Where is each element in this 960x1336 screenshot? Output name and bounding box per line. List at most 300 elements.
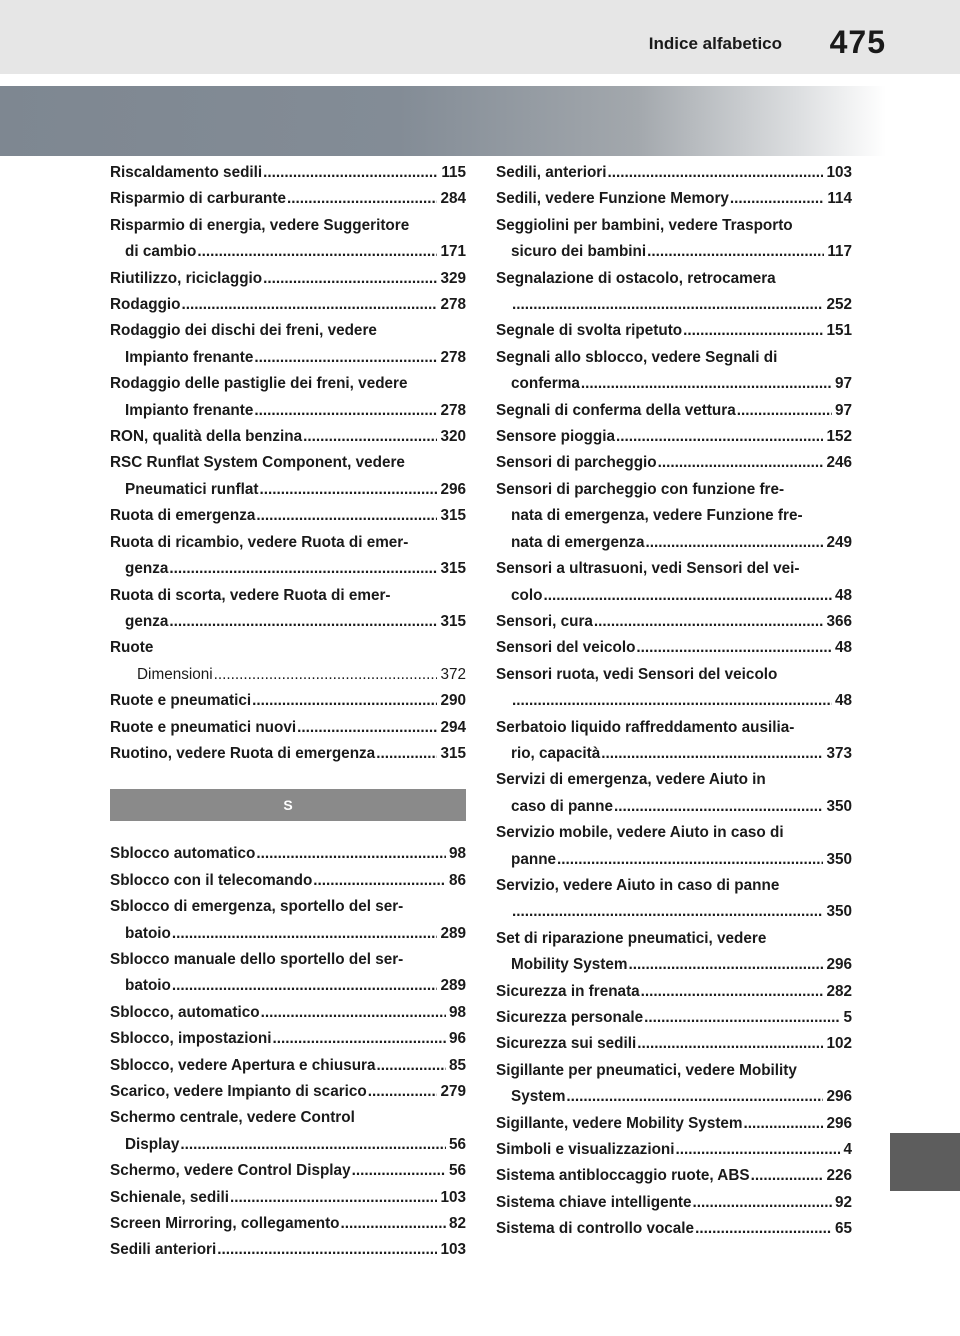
index-entry-line bbox=[110, 160, 466, 186]
dot-leader bbox=[180, 1132, 446, 1158]
index-entry-line bbox=[110, 1185, 466, 1211]
index-entry-line bbox=[110, 1000, 466, 1026]
index-entry-text: Sblocco manuale dello sportello del ser- bbox=[110, 950, 404, 968]
index-entry-text: Risparmio di energia, vedere Suggeritore bbox=[110, 216, 410, 234]
index-entry-text: Simboli e visualizzazioni bbox=[496, 1141, 675, 1159]
index-entry-line bbox=[496, 266, 852, 292]
index-entry bbox=[110, 1211, 466, 1237]
index-entry bbox=[110, 868, 466, 894]
index-entry bbox=[110, 160, 466, 186]
dot-leader bbox=[636, 635, 832, 661]
index-entry-line bbox=[496, 609, 852, 635]
dot-leader bbox=[230, 1185, 437, 1211]
index-entry bbox=[110, 1158, 466, 1184]
index-entry bbox=[496, 186, 852, 212]
index-entry-line bbox=[110, 371, 466, 397]
index-entry-line bbox=[496, 662, 852, 688]
index-entry-text: Segnalazione di ostacolo, retrocamera bbox=[496, 269, 776, 287]
index-entry-line bbox=[110, 318, 466, 344]
dot-leader bbox=[256, 503, 437, 529]
index-entry-text: sicuro dei bambini bbox=[511, 243, 647, 261]
index-entry-continuation bbox=[110, 345, 466, 371]
index-entry bbox=[496, 398, 852, 424]
index-entry bbox=[110, 947, 466, 1000]
index-page-number: 278 bbox=[440, 348, 466, 366]
index-entry-text: Segnali di conferma della vettura bbox=[496, 401, 736, 419]
dot-leader bbox=[172, 973, 438, 999]
index-entry-continuation bbox=[110, 662, 466, 688]
index-entry-line bbox=[496, 213, 852, 239]
index-entry-line bbox=[496, 160, 852, 186]
index-entry bbox=[496, 345, 852, 398]
index-entry-line bbox=[496, 1190, 852, 1216]
dot-leader bbox=[214, 662, 438, 688]
index-entry bbox=[110, 1000, 466, 1026]
dot-leader bbox=[614, 794, 823, 820]
dot-leader bbox=[566, 1084, 823, 1110]
index-entry-line bbox=[110, 503, 466, 529]
index-page-number: 97 bbox=[834, 401, 852, 419]
index-entry-continuation bbox=[496, 530, 852, 556]
index-entry-text: Impianto frenante bbox=[125, 401, 254, 419]
index-entry-line bbox=[496, 767, 852, 793]
index-entry bbox=[110, 266, 466, 292]
index-entry-continuation bbox=[496, 847, 852, 873]
index-entry-line bbox=[496, 979, 852, 1005]
dot-leader bbox=[376, 741, 437, 767]
index-entry bbox=[496, 213, 852, 266]
index-entry bbox=[496, 979, 852, 1005]
index-entry-text: Dimensioni bbox=[137, 665, 213, 683]
index-entry-line bbox=[110, 947, 466, 973]
index-entry-line bbox=[110, 868, 466, 894]
dot-leader bbox=[645, 530, 823, 556]
index-page-number: 56 bbox=[448, 1162, 466, 1180]
index-entry-line bbox=[496, 318, 852, 344]
page-number: 475 bbox=[829, 24, 886, 60]
index-page-number: 92 bbox=[834, 1193, 852, 1211]
dot-leader bbox=[637, 1031, 823, 1057]
index-page-number: 98 bbox=[448, 1003, 466, 1021]
dot-leader bbox=[368, 1079, 438, 1105]
index-entry bbox=[110, 1237, 466, 1263]
index-entry-text: Segnale di svolta ripetuto bbox=[496, 322, 683, 340]
index-entry-text: Sicurezza in frenata bbox=[496, 982, 640, 1000]
index-entry-text: Serbatoio liquido raffreddamento ausilia- bbox=[496, 718, 795, 736]
index-page-number: 289 bbox=[440, 924, 466, 942]
index-page-number: 289 bbox=[440, 977, 466, 995]
index-entry-line bbox=[496, 186, 852, 212]
dot-leader bbox=[512, 688, 832, 714]
dot-leader bbox=[197, 239, 437, 265]
index-entry-text: batoio bbox=[125, 924, 171, 942]
dot-leader bbox=[512, 899, 823, 925]
index-entry bbox=[496, 926, 852, 979]
index-entry-line bbox=[496, 926, 852, 952]
dot-leader bbox=[543, 583, 832, 609]
index-page-number: 96 bbox=[448, 1030, 466, 1048]
index-page-number: 296 bbox=[826, 1114, 852, 1132]
index-entry-line bbox=[496, 424, 852, 450]
index-page-number: 278 bbox=[440, 401, 466, 419]
dot-leader bbox=[581, 371, 832, 397]
index-page-number: 48 bbox=[834, 692, 852, 710]
index-page-number: 296 bbox=[826, 956, 852, 974]
index-entry bbox=[496, 820, 852, 873]
index-entry bbox=[496, 767, 852, 820]
index-entry-text: Riscaldamento sedili bbox=[110, 164, 263, 181]
dot-leader bbox=[352, 1158, 446, 1184]
index-entry-text: Ruota di ricambio, vedere Ruota di emer- bbox=[110, 533, 409, 551]
index-entry-line bbox=[110, 186, 466, 212]
index-entry-line bbox=[110, 841, 466, 867]
index-page-number: 252 bbox=[826, 296, 852, 314]
index-entry-text: Ruote e pneumatici bbox=[110, 692, 252, 710]
index-entry-line bbox=[496, 1163, 852, 1189]
index-entry-line bbox=[496, 450, 852, 476]
index-entry-continuation bbox=[496, 371, 852, 397]
index-entry-text: Sigillante per pneumatici, vedere Mobility bbox=[496, 1061, 797, 1079]
index-entry-text: RSC Runflat System Component, vedere bbox=[110, 454, 405, 472]
index-page-number: 350 bbox=[826, 850, 852, 868]
index-entry-text: rio, capacità bbox=[511, 744, 601, 762]
index-entry-text: Sistema antibloccaggio ruote, ABS bbox=[496, 1167, 750, 1185]
index-entry bbox=[496, 424, 852, 450]
index-entry-line bbox=[110, 894, 466, 920]
dot-leader bbox=[658, 450, 824, 476]
index-page-number: 373 bbox=[826, 744, 852, 762]
index-entry-continuation bbox=[496, 1084, 852, 1110]
index-entry bbox=[110, 741, 466, 767]
thumb-index-tab bbox=[890, 1133, 960, 1191]
index-entry-line bbox=[110, 292, 466, 318]
index-entry bbox=[496, 556, 852, 609]
index-page-number: 282 bbox=[826, 982, 852, 1000]
index-entry-continuation bbox=[110, 609, 466, 635]
dot-leader bbox=[557, 847, 823, 873]
index-page-number: 82 bbox=[448, 1215, 466, 1233]
index-entry-text: Set di riparazione pneumatici, vedere bbox=[496, 929, 767, 947]
dot-leader bbox=[683, 318, 823, 344]
index-entry-text: panne bbox=[511, 850, 557, 868]
index-entry bbox=[110, 318, 466, 371]
index-page-number: 315 bbox=[440, 560, 466, 578]
index-entry-line bbox=[110, 688, 466, 714]
index-page-number: 372 bbox=[440, 665, 466, 683]
index-page-number: 152 bbox=[826, 428, 852, 446]
index-entry-continuation bbox=[496, 952, 852, 978]
index-entry bbox=[110, 583, 466, 636]
index-page-number: 249 bbox=[826, 533, 852, 551]
index-entry-line bbox=[110, 1158, 466, 1184]
dot-leader bbox=[297, 715, 437, 741]
dot-leader bbox=[313, 868, 446, 894]
index-entry-line bbox=[110, 1237, 466, 1263]
dot-leader bbox=[730, 186, 824, 212]
index-page-number: 5 bbox=[843, 1009, 852, 1026]
dot-leader bbox=[256, 841, 446, 867]
index-entry-line bbox=[110, 1053, 466, 1079]
index-entry-continuation bbox=[110, 1132, 466, 1158]
index-entries-s bbox=[110, 841, 466, 1264]
index-page-number: 315 bbox=[440, 744, 466, 762]
index-entry-continuation bbox=[110, 556, 466, 582]
index-page-number: 350 bbox=[826, 903, 852, 921]
index-page-number: 329 bbox=[440, 269, 466, 287]
dot-leader bbox=[676, 1137, 841, 1163]
index-entry-continuation bbox=[496, 583, 852, 609]
dot-leader bbox=[377, 1053, 446, 1079]
dot-leader bbox=[601, 741, 823, 767]
index-page-number: 48 bbox=[834, 639, 852, 657]
index-entry-text: Rodaggio delle pastiglie dei freni, vedere bbox=[110, 375, 408, 393]
index-entry bbox=[110, 635, 466, 688]
index-page-number: 315 bbox=[440, 507, 466, 525]
index-page-number: 97 bbox=[834, 375, 852, 393]
index-entry-text: colo bbox=[511, 586, 543, 604]
index-entry-text: Sensori di parcheggio con funzione fre- bbox=[496, 480, 785, 498]
index-entry-text: Sensori del veicolo bbox=[496, 639, 636, 657]
dot-leader bbox=[744, 1111, 824, 1137]
index-entry-text: Schienale, sedili bbox=[110, 1188, 230, 1206]
index-entry-text: Sblocco automatico bbox=[110, 845, 256, 863]
index-entry-continuation bbox=[496, 794, 852, 820]
dot-leader bbox=[263, 266, 437, 292]
index-entry-line bbox=[110, 424, 466, 450]
index-entry-text: Sblocco, vedere Apertura e chiusura bbox=[110, 1056, 376, 1074]
index-entry-line bbox=[496, 820, 852, 846]
index-entry-line bbox=[496, 345, 852, 371]
index-page-number: 85 bbox=[448, 1056, 466, 1074]
index-entry bbox=[110, 213, 466, 266]
index-page-number: 48 bbox=[834, 586, 852, 604]
index-page-number: 296 bbox=[440, 480, 466, 498]
index-entry-text: Impianto frenante bbox=[125, 348, 254, 366]
index-entry-continuation bbox=[110, 239, 466, 265]
dot-leader bbox=[641, 979, 824, 1005]
index-entry-line bbox=[110, 583, 466, 609]
index-entry bbox=[110, 1105, 466, 1158]
index-entry-line bbox=[496, 398, 852, 424]
index-page-number: 366 bbox=[826, 612, 852, 630]
index-entry-text: Sensori di parcheggio bbox=[496, 454, 657, 472]
index-entry-text: Sblocco con il telecomando bbox=[110, 871, 313, 889]
index-entry bbox=[496, 1216, 852, 1242]
index-entry bbox=[496, 318, 852, 344]
index-entry-continuation bbox=[496, 292, 852, 318]
index-entry-text: Segnali allo sblocco, vedere Segnali di bbox=[496, 348, 778, 366]
index-entry-line bbox=[110, 1079, 466, 1105]
index-entry-line bbox=[496, 635, 852, 661]
index-page-number: 246 bbox=[826, 454, 852, 472]
index-entry bbox=[496, 609, 852, 635]
index-entries-r bbox=[110, 160, 466, 767]
index-entry-text: Sistema chiave intelligente bbox=[496, 1193, 692, 1211]
index-entry-continuation bbox=[496, 688, 852, 714]
index-entry-text: Ruote e pneumatici nuovi bbox=[110, 718, 297, 736]
index-entry-line bbox=[496, 1137, 852, 1163]
index-entry-text: nata di emergenza bbox=[511, 533, 645, 551]
index-entry-text: Sblocco di emergenza, sportello del ser- bbox=[110, 898, 404, 916]
index-entry-line bbox=[110, 450, 466, 476]
index-entry-text: batoio bbox=[125, 977, 171, 995]
index-entry-line bbox=[496, 1111, 852, 1137]
index-page-number: 226 bbox=[826, 1167, 852, 1185]
dot-leader bbox=[647, 239, 824, 265]
index-entry bbox=[110, 1079, 466, 1105]
index-page-number: 320 bbox=[440, 428, 466, 446]
index-entry-text: Sedili, vedere Funzione Memory bbox=[496, 190, 729, 208]
index-entry bbox=[496, 1031, 852, 1057]
index-entry-text: Risparmio di carburante bbox=[110, 190, 286, 208]
dot-leader bbox=[303, 424, 437, 450]
index-entry-text: RON, qualità della benzina bbox=[110, 428, 303, 446]
index-page-number: 151 bbox=[826, 322, 852, 340]
header-banner bbox=[0, 86, 886, 156]
index-entry-text: Ruota di scorta, vedere Ruota di emer- bbox=[110, 586, 391, 604]
index-entry bbox=[110, 841, 466, 867]
index-entry-text: Sensore pioggia bbox=[496, 428, 615, 446]
index-entry-text: Servizi di emergenza, vedere Aiuto in bbox=[496, 771, 766, 789]
index-entry-text: Rodaggio dei dischi dei freni, vedere bbox=[110, 322, 377, 340]
index-entry-continuation bbox=[110, 477, 466, 503]
index-entry-line bbox=[496, 1005, 852, 1031]
index-entry-text: Sblocco, automatico bbox=[110, 1003, 260, 1021]
dot-leader bbox=[261, 1000, 446, 1026]
index-entry-continuation bbox=[110, 973, 466, 999]
index-entry-text: Seggiolini per bambini, vedere Trasporto bbox=[496, 216, 793, 234]
index-entry bbox=[110, 371, 466, 424]
index-page-number: 279 bbox=[440, 1083, 466, 1100]
index-entry bbox=[110, 186, 466, 212]
dot-leader bbox=[254, 398, 437, 424]
index-page-number: 102 bbox=[826, 1035, 852, 1053]
index-page-number: 103 bbox=[440, 1188, 466, 1206]
index-entry bbox=[496, 1137, 852, 1163]
index-page-number: 290 bbox=[440, 692, 466, 710]
index-entry-text: conferma bbox=[511, 375, 580, 393]
index-entry bbox=[110, 530, 466, 583]
dot-leader bbox=[263, 160, 438, 186]
index-entry-continuation bbox=[496, 503, 852, 529]
index-entry-line bbox=[496, 1216, 852, 1242]
index-entry bbox=[496, 266, 852, 319]
index-entry-line bbox=[496, 556, 852, 582]
index-entry-text: Display bbox=[125, 1135, 180, 1153]
index-entry bbox=[110, 424, 466, 450]
index-entry-line bbox=[110, 715, 466, 741]
index-entry bbox=[110, 292, 466, 318]
index-entry bbox=[110, 1053, 466, 1079]
index-page-number: 284 bbox=[440, 190, 466, 208]
index-entry-text: Pneumatici runflat bbox=[125, 480, 259, 498]
index-entry-text: Sensori, cura bbox=[496, 612, 593, 630]
index-page-number: 117 bbox=[827, 243, 852, 261]
index-entry-text: Sedili anteriori bbox=[110, 1241, 217, 1259]
index-page-number: 294 bbox=[440, 718, 466, 736]
index-entry-line bbox=[496, 715, 852, 741]
index-entry bbox=[496, 477, 852, 556]
index-entry-text: di cambio bbox=[125, 243, 197, 261]
index-entry-line bbox=[110, 213, 466, 239]
index-page-number: 65 bbox=[834, 1220, 852, 1238]
dot-leader bbox=[695, 1216, 832, 1242]
index-entry-continuation bbox=[496, 239, 852, 265]
index-page-number: 278 bbox=[440, 296, 466, 314]
index-entry bbox=[496, 662, 852, 715]
dot-leader bbox=[594, 609, 824, 635]
dot-leader bbox=[737, 398, 832, 424]
index-page-number: 171 bbox=[440, 243, 466, 261]
index-entry-line bbox=[110, 1026, 466, 1052]
index-entry-text: Ruota di emergenza bbox=[110, 507, 256, 525]
index-entry-continuation bbox=[110, 921, 466, 947]
index-entry bbox=[496, 715, 852, 768]
index-entry-continuation bbox=[110, 398, 466, 424]
dot-leader bbox=[341, 1211, 446, 1237]
dot-leader bbox=[628, 952, 823, 978]
index-entries-s-continued bbox=[496, 160, 852, 1243]
index-entry-text: Schermo centrale, vedere Control bbox=[110, 1109, 355, 1127]
index-entry-text: Sigillante, vedere Mobility System bbox=[496, 1114, 743, 1132]
index-entry-text: Sistema di controllo vocale bbox=[496, 1220, 695, 1238]
index-entry bbox=[110, 1185, 466, 1211]
section-letter-bar bbox=[110, 789, 466, 821]
index-page-number: 103 bbox=[826, 164, 852, 181]
dot-leader bbox=[217, 1237, 437, 1263]
index-entry-line bbox=[110, 1105, 466, 1131]
index-entry-text: genza bbox=[125, 560, 169, 578]
dot-leader bbox=[254, 345, 437, 371]
index-entry-line bbox=[496, 873, 852, 899]
dot-leader bbox=[751, 1163, 824, 1189]
index-entry-text: Sensori ruota, vedi Sensori del veicolo bbox=[496, 665, 778, 683]
index-page-number: 86 bbox=[448, 871, 466, 889]
index-entry-line bbox=[110, 1211, 466, 1237]
dot-leader bbox=[693, 1190, 832, 1216]
index-entry-line bbox=[496, 1058, 852, 1084]
index-entry-text: Riutilizzo, riciclaggio bbox=[110, 269, 263, 287]
dot-leader bbox=[608, 160, 824, 186]
index-entry-text: caso di panne bbox=[511, 797, 614, 815]
index-entry-text: Sicurezza sui sedili bbox=[496, 1035, 637, 1053]
index-page-number: 350 bbox=[826, 797, 852, 815]
index-entry-line bbox=[110, 530, 466, 556]
index-entry bbox=[496, 450, 852, 476]
dot-leader bbox=[182, 292, 438, 318]
dot-leader bbox=[512, 292, 823, 318]
index-entry bbox=[110, 1026, 466, 1052]
index-page-number: 98 bbox=[448, 845, 466, 863]
index-entry-text: System bbox=[511, 1088, 566, 1106]
index-page-number: 115 bbox=[441, 164, 466, 181]
index-entry-text: Mobility System bbox=[511, 956, 628, 974]
index-entry bbox=[110, 688, 466, 714]
index-entry bbox=[496, 1111, 852, 1137]
index-entry bbox=[110, 894, 466, 947]
index-entry-text: Screen Mirroring, collegamento bbox=[110, 1215, 340, 1233]
index-entry-line bbox=[496, 1031, 852, 1057]
index-entry bbox=[496, 1163, 852, 1189]
section-title: Indice alfabetico bbox=[648, 34, 782, 53]
dot-leader bbox=[644, 1005, 840, 1031]
index-entry-text: Servizio mobile, vedere Aiuto in caso di bbox=[496, 824, 784, 842]
index-entry bbox=[110, 450, 466, 503]
index-entry-text: Sblocco, impostazioni bbox=[110, 1030, 272, 1048]
index-entry-text: Ruote bbox=[110, 639, 154, 657]
index-entry bbox=[496, 1058, 852, 1111]
index-entry-text: Rodaggio bbox=[110, 296, 181, 314]
